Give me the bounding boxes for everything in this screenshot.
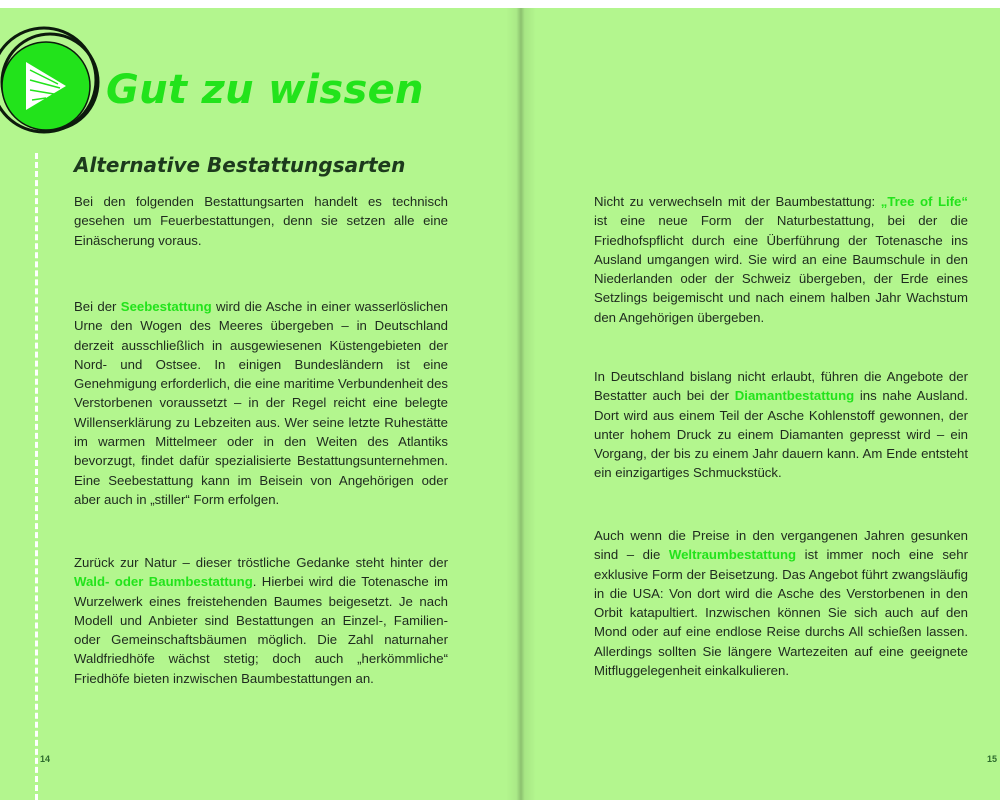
sea-burial-paragraph: [74, 297, 448, 509]
page-heading: Gut zu wissen: [106, 67, 424, 113]
paragraph-text: Auch wenn die Preise in den vergangenen Jahren gesunken sind – die: [594, 528, 968, 563]
diamond-burial-paragraph: [594, 367, 968, 483]
book-gutter: [506, 8, 536, 800]
highlight-term: „Tree of Life“: [880, 194, 968, 209]
paragraph-text: ist immer noch eine sehr exklusive Form der Beisetzung. Das Angebot führt zwangsläufig in die USA: Von dort wird die Asche des Verstorbenen in den Orbit katapultiert. Inzwischen können Sie sich auch auf den Mond oder auf eine endlose Reise durchs All schießen lassen. Allerdings sollten Sie längere Wartezeiten auf eine geeignete Mitfluggelegenheit einkalkulieren.: [594, 547, 968, 679]
paragraph-text: ist eine neue Form der Naturbestattung, bei der die Friedhofspflicht durch eine Überführung der Totenasche ins Ausland umgangen wird. Sie wird an eine Baumschule in den Niederlanden oder der Schweiz übergeben, der Erde eines Setzlings beigemischt und nach einem halben Jahr Wachstum den Angehörigen übergeben.: [594, 213, 968, 325]
paragraph-text: wird die Asche in einer wasserlöslichen Urne den Wogen des Meeres übergeben – in Deutschland derzeit ausschließlich in ausgewiesenen Küstengebieten der Nord- und Ostsee. In einigen Bundesländern ist eine Genehmigung erforderlich, die eine maritime Verbundenheit des Verstorbenen voraussetzt – in der Regel reicht eine belegte Willenserklärung zu Lebzeiten aus. Wer seine letzte Ruhestätte im warmen Mittelmeer oder in den Weiten des Atlantiks bevorzugt, findet dafür spezialisierte Bestattungsunternehmen. Eine Seebestattung kann im Beisein von Angehörigen oder aber auch in „stiller“ Form erfolgen.: [74, 299, 448, 507]
page-number-right: 15: [987, 754, 998, 764]
page-number-left: 14: [40, 754, 51, 764]
paragraph-text: ins nahe Ausland. Dort wird aus einem Teil der Asche Kohlenstoff gewonnen, der unter hohem Druck zu einem Diamanten gepresst wird – ein Vorgang, der bis zu einem Jahr dauern kann. Am Ende entsteht ein einzigartiges Schmuckstück.: [594, 388, 969, 481]
paragraph-text: In Deutschland bislang nicht erlaubt, führen die Angebote der Bestatter auch bei der: [594, 369, 968, 404]
dashed-margin-line: [35, 153, 38, 800]
intro-paragraph: Bei den folgenden Bestattungsarten handelt es technisch gesehen um Feuerbestattungen, denn sie setzen alle eine Einäscherung voraus.: [74, 194, 448, 248]
forest-burial-paragraph: [74, 553, 448, 688]
highlight-term: Weltraumbestattung: [668, 547, 797, 563]
tree-of-life-paragraph: [594, 192, 968, 327]
highlight-term: Wald- oder Baumbestattung: [74, 574, 253, 590]
paragraph-text: . Hierbei wird die Totenasche im Wurzelwerk eines freistehenden Baumes beigesetzt. Je nach Modell und Anbieter sind Bestattungen an Einzel-, Familien- oder Gemeinschaftsbäumen möglich. Die Zahl naturnaher Waldfriedhöfe wächst stetig; doch auch „herkömmliche“ Friedhöfe bieten inzwischen Baumbestattungen an.: [74, 574, 448, 686]
space-burial-paragraph: [594, 526, 968, 680]
play-circle-icon: [0, 24, 108, 144]
paragraph-text: Nicht zu verwechseln mit der Baumbestattung:: [594, 194, 881, 209]
book-spread: [0, 8, 1000, 800]
paragraph-text: Bei der: [74, 299, 121, 314]
section-subheading: Alternative Bestattungsarten: [74, 153, 406, 177]
highlight-term: Seebestattung: [120, 299, 212, 314]
paragraph-text: Zurück zur Natur – dieser tröstliche Gedanke steht hinter der: [74, 555, 448, 570]
highlight-term: Diamantbestattung: [734, 388, 855, 404]
